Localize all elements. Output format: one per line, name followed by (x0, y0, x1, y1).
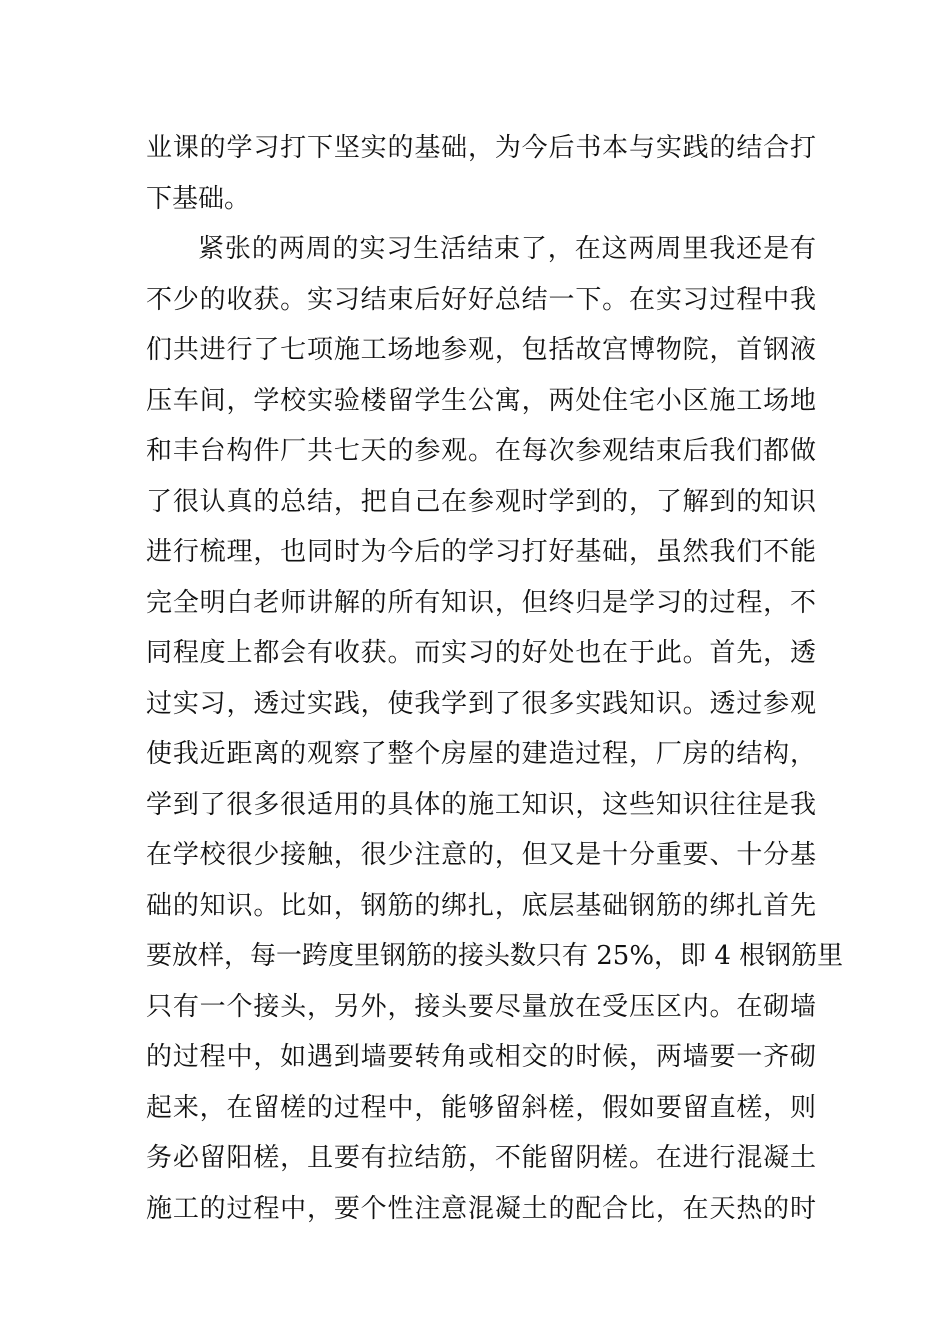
text-line: 们共进行了七项施工场地参观，包括故宫博物院，首钢液 (146, 335, 816, 365)
text-line: 不少的收获。实习结束后好好总结一下。在实习过程中我 (146, 284, 816, 315)
text-line: 起来，在留槎的过程中，能够留斜槎，假如要留直槎，则 (146, 1092, 816, 1123)
text-line: 同程度上都会有收获。而实习的好处也在于此。首先，透 (146, 638, 816, 668)
text-line: 只有一个接头，另外，接头要尽量放在受压区内。在砌墙 (146, 991, 816, 1022)
paragraph-first-line: 紧张的两周的实习生活结束了，在这两周里我还是有 (198, 234, 816, 264)
text-line: 完全明白老师讲解的所有知识，但终归是学习的过程，不 (146, 587, 816, 618)
text-line: 下基础。 (146, 183, 251, 214)
text-line: 础的知识。比如，钢筋的绑扎，底层基础钢筋的绑扎首先 (146, 890, 816, 921)
text-line: 务必留阳槎，且要有拉结筋，不能留阴槎。在进行混凝土 (146, 1143, 816, 1173)
text-line: 过实习，透过实践，使我学到了很多实践知识。透过参观 (146, 688, 816, 719)
text-line: 业课的学习打下坚实的基础，为今后书本与实践的结合打 (146, 133, 816, 163)
body-text (146, 127, 844, 1238)
text-line: 学到了很多很适用的具体的施工知识，这些知识往往是我 (146, 789, 816, 820)
text-line: 压车间，学校实验楼留学生公寓，两处住宅小区施工场地 (146, 385, 816, 416)
text-line: 施工的过程中，要个性注意混凝土的配合比，在天热的时 (146, 1193, 816, 1224)
text-line: 使我近距离的观察了整个房屋的建造过程，厂房的结构， (146, 739, 816, 769)
text-line: 的过程中，如遇到墙要转角或相交的时候，两墙要一齐砌 (146, 1042, 816, 1072)
text-line: 进行梳理，也同时为今后的学习打好基础，虽然我们不能 (146, 537, 816, 567)
text-line: 和丰台构件厂共七天的参观。在每次参观结束后我们都做 (146, 436, 816, 466)
text-line: 在学校很少接触，很少注意的，但又是十分重要、十分基 (146, 840, 816, 870)
text-line: 要放样，每一跨度里钢筋的接头数只有 25%，即 4 根钢筋里 (146, 941, 844, 971)
text-line: 了很认真的总结，把自己在参观时学到的，了解到的知识 (146, 486, 816, 517)
